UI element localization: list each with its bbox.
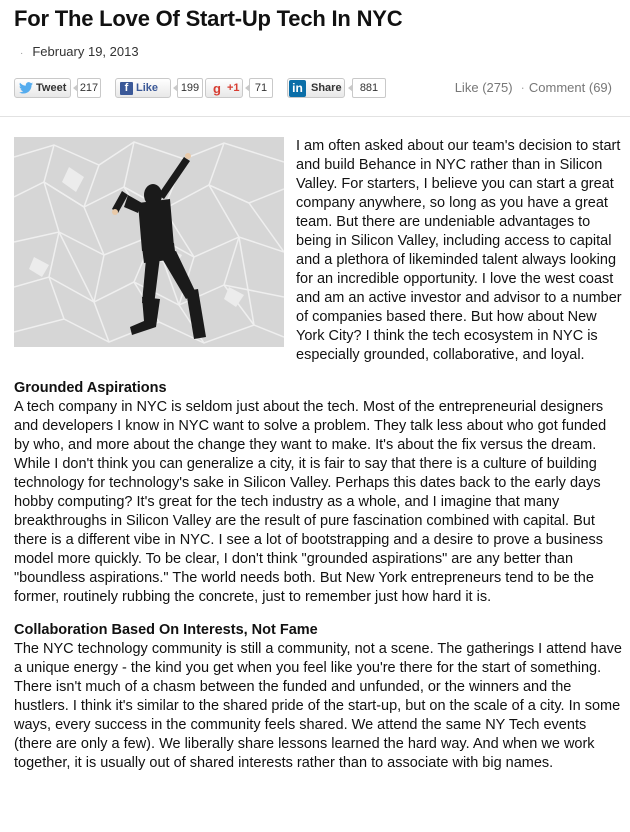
- meta-separator: ·: [520, 80, 525, 95]
- section-paragraph: The NYC technology community is still a community, not a scene. The gatherings I attend have a unique energy - the kind you get when you feel like you're there for the start of something. There isn't much of a chasm between the funded and unfunded, or the winners and the hustlers. I think it's similar to the shared pride of the start-up, but on the scale of a city. In some ways, every success in the community feels shared. We attend the same NY Tech events (there are only a few). We liberally share lessons learned the hard way. And when we work together, it is usually out of shared interests rather than to associate with big names.: [14, 641, 622, 771]
- linkedin-in-icon: in: [289, 80, 306, 97]
- section-heading: Collaboration Based On Interests, Not Fame: [14, 622, 318, 638]
- facebook-f-icon: f: [120, 82, 133, 95]
- linkedin-share-button[interactable]: [287, 78, 345, 98]
- section-paragraph: A tech company in NYC is seldom just about the tech. Most of the entrepreneurial designers and developers I know in NYC want to solve a problem. They talk less about who got funded by who, and more about the change they want to make. It's about the fix versus the dream. While I don't think you can generalize a city, it is fair to say that there is a culture of building technology for technology's sake in Silicon Valley. Perhaps this dates back to the early days hobby computing? It's great for the tech industry as a whole, and I imagine that many breakthroughs in Silicon Valley are the result of pure fascination combined with capital. But there is a different vibe in NYC. I see a lot of bootstrapping and a desire to prove a business model more quickly. To be clear, I don't think "grounded aspirations" are any better than "boundless aspirations." The world needs both. But New York entrepreneurs tend to be the former, routinely rubbing the concrete, just to remember just how hard it is.: [14, 399, 607, 605]
- google-plus-one-button[interactable]: [205, 78, 243, 98]
- engagement-meta: [455, 80, 612, 95]
- facebook-like-label: Like: [136, 82, 159, 94]
- tweet-button[interactable]: [14, 78, 71, 98]
- google-plus-count: 71: [249, 78, 273, 98]
- twitter-bird-icon: [19, 82, 33, 94]
- header-divider: [0, 116, 630, 117]
- comment-link[interactable]: Comment (69): [528, 80, 612, 95]
- linkedin-share-count: 881: [352, 78, 386, 98]
- like-link[interactable]: Like (275): [454, 80, 513, 95]
- publish-date: February 19, 2013: [32, 44, 139, 59]
- comment-count: (69): [588, 80, 612, 95]
- linkedin-share-label: Share: [311, 82, 342, 94]
- like-count: (275): [482, 80, 513, 95]
- google-plus-one-label: +1: [227, 82, 240, 94]
- section-heading: Grounded Aspirations: [14, 380, 167, 396]
- intro-paragraph: I am often asked about our team's decision to start and build Behance in NYC rather than in Silicon Valley. For starters, I believe you can start a great company anywhere, so long as you have a great team. But there are undeniable advantages to being in Silicon Valley, including access to capital and a plethora of likeminded talent always looking for an incredible opportunity. I love the west coast and am an active investor and advisor to a number of companies based there. But how about New York City? I think the tech ecosystem in NYC is especially grounded, collaborative, and loyal.: [296, 138, 622, 363]
- facebook-like-button[interactable]: [115, 78, 171, 98]
- tweet-label: Tweet: [36, 82, 67, 94]
- climber-illustration: [14, 137, 284, 347]
- bullet-separator: ·: [20, 48, 24, 59]
- google-plus-icon: g: [213, 80, 221, 96]
- tweet-count: 217: [77, 78, 101, 98]
- article-title: For The Love Of Start-Up Tech In NYC: [14, 6, 403, 31]
- article-body: [14, 137, 622, 787]
- facebook-like-count: 199: [177, 78, 203, 98]
- article-dateline: [20, 44, 139, 59]
